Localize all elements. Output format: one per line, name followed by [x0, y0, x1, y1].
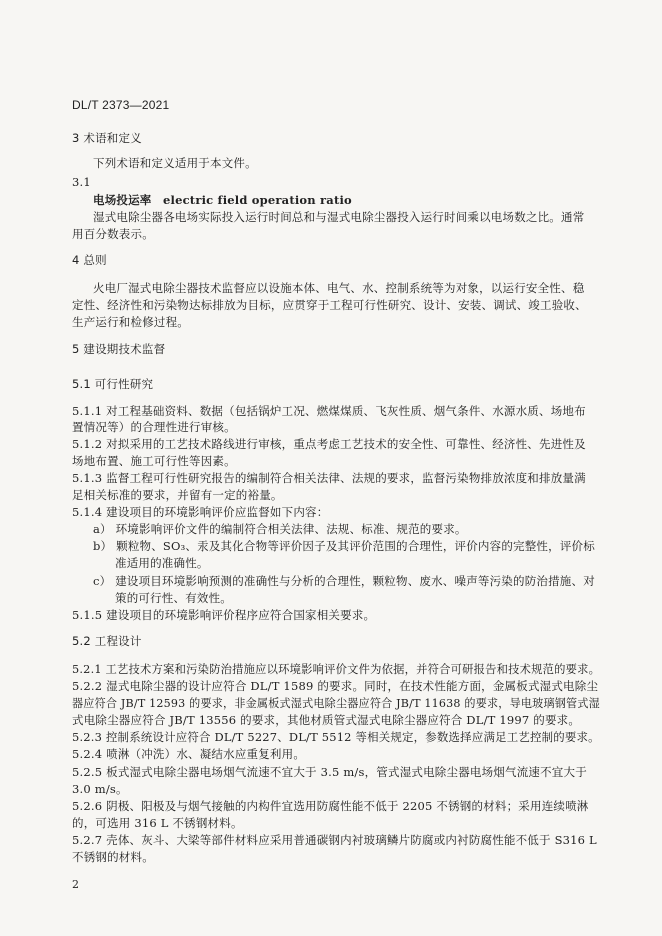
- section-5-1-heading: 5.1 可行性研究: [72, 377, 154, 391]
- clause-5-1-2-line1: 5.1.2 对拟采用的工艺技术路线进行审核，重点考虑工艺技术的安全性、可靠性、经济性、先进性及: [72, 437, 586, 451]
- section-5-heading: 5 建设期技术监督: [72, 342, 166, 356]
- clause-5-2-5-line2: 3.0 m/s。: [72, 782, 128, 796]
- clause-5-1-1-line2: 置情况等）的合理性进行审核。: [72, 420, 236, 434]
- list-item-c-line2: 策的可行性、有效性。: [115, 591, 232, 605]
- clause-5-2-6-line1: 5.2.6 阴极、阳极及与烟气接触的内构件宜选用防腐性能不低于 2205 不锈钢的材料；采用连续喷淋: [72, 799, 589, 813]
- clause-5-2-3: 5.2.3 控制系统设计应符合 DL/T 5227、DL/T 5512 等相关规定，参数选择应满足工艺控制的要求。: [72, 730, 600, 744]
- clause-5-2-1: 5.2.1 工艺技术方案和污染防治措施应以环境影响评价文件为依据，并符合可研报告和技术规范的要求。: [72, 662, 601, 676]
- clause-5-2-6-line2: 的，可选用 316 L 不锈钢材料。: [72, 816, 243, 830]
- clause-5-1-3-line2: 足相关标准的要求，并留有一定的裕量。: [72, 488, 283, 502]
- section-4-para-line1: 火电厂湿式电除尘器技术监督应以设施本体、电气、水、控制系统等为对象，以运行安全性、稳: [93, 281, 585, 295]
- section-5-2-heading: 5.2 工程设计: [72, 634, 142, 648]
- list-item-b-line1: b） 颗粒物、SO₃、汞及其化合物等评价因子及其评价范围的合理性，评价内容的完整性，评价标: [93, 539, 595, 553]
- term-definition-line2: 用百分数表示。: [72, 227, 154, 241]
- section-3-intro: 下列术语和定义适用于本文件。: [93, 156, 257, 170]
- list-item-b-line2: 准适用的准确性。: [115, 556, 209, 570]
- clause-5-2-2-line3: 式电除尘器应符合 JB/T 13556 的要求，其他材质管式湿式电除尘器应符合 DL/T 1997 的要求。: [72, 713, 581, 727]
- document-code-header: DL/T 2373—2021: [72, 98, 170, 112]
- section-4-para-line2: 定性、经济性和污染物达标排放为目标，应贯穿于工程可行性研究、设计、安装、调试、竣工验收、: [72, 298, 587, 312]
- clause-5-2-2-line1: 5.2.2 湿式电除尘器的设计应符合 DL/T 1589 的要求。同时，在技术性能方面，金属板式湿式电除尘: [72, 679, 599, 693]
- clause-5-2-4: 5.2.4 喷淋（冲洗）水、凝结水应重复利用。: [72, 747, 306, 761]
- clause-5-2-2-line2: 器应符合 JB/T 12593 的要求，非金属板式湿式电除尘器应符合 JB/T 11638 的要求，导电玻璃钢管式湿: [72, 696, 600, 710]
- page-number: 2: [72, 878, 80, 891]
- list-item-a: a） 环境影响评价文件的编制符合相关法律、法规、标准、规范的要求。: [93, 522, 467, 536]
- term-chinese: 电场投运率: [93, 193, 152, 207]
- term-english: electric field operation ratio: [163, 193, 352, 207]
- section-3-heading: 3 术语和定义: [72, 131, 142, 145]
- section-4-heading: 4 总则: [72, 253, 107, 267]
- term-number: 3.1: [72, 175, 91, 189]
- clause-5-1-4: 5.1.4 建设项目的环境影响评价应监督如下内容：: [72, 505, 329, 519]
- term-definition-line1: 湿式电除尘器各电场实际投入运行时间总和与湿式电除尘器投入运行时间乘以电场数之比。通常: [93, 210, 585, 224]
- section-4-para-line3: 生产运行和检修过程。: [72, 315, 189, 329]
- clause-5-1-5: 5.1.5 建设项目的环境影响评价程序应符合国家相关要求。: [72, 608, 376, 622]
- clause-5-1-1-line1: 5.1.1 对工程基础资料、数据（包括锅炉工况、燃煤煤质、飞灰性质、烟气条件、水源水质、场地布: [72, 404, 586, 418]
- clause-5-2-5-line1: 5.2.5 板式湿式电除尘器电场烟气流速不宜大于 3.5 m/s，管式湿式电除尘器电场烟气流速不宜大于: [72, 765, 587, 779]
- clause-5-1-2-line2: 场地布置、施工可行性等因素。: [72, 454, 236, 468]
- clause-5-2-7-line2: 不锈钢的材料。: [72, 850, 154, 864]
- list-item-c-line1: c） 建设项目环境影响预测的准确性与分析的合理性，颗粒物、废水、噪声等污染的防治措施、对: [93, 574, 595, 588]
- clause-5-2-7-line1: 5.2.7 壳体、灰斗、大梁等部件材料应采用普通碳钢内衬玻璃鳞片防腐或内衬防腐性能不低于 S316 L: [72, 833, 597, 847]
- clause-5-1-3-line1: 5.1.3 监督工程可行性研究报告的编制符合相关法律、法规的要求，监督污染物排放浓度和排放量满: [72, 471, 586, 485]
